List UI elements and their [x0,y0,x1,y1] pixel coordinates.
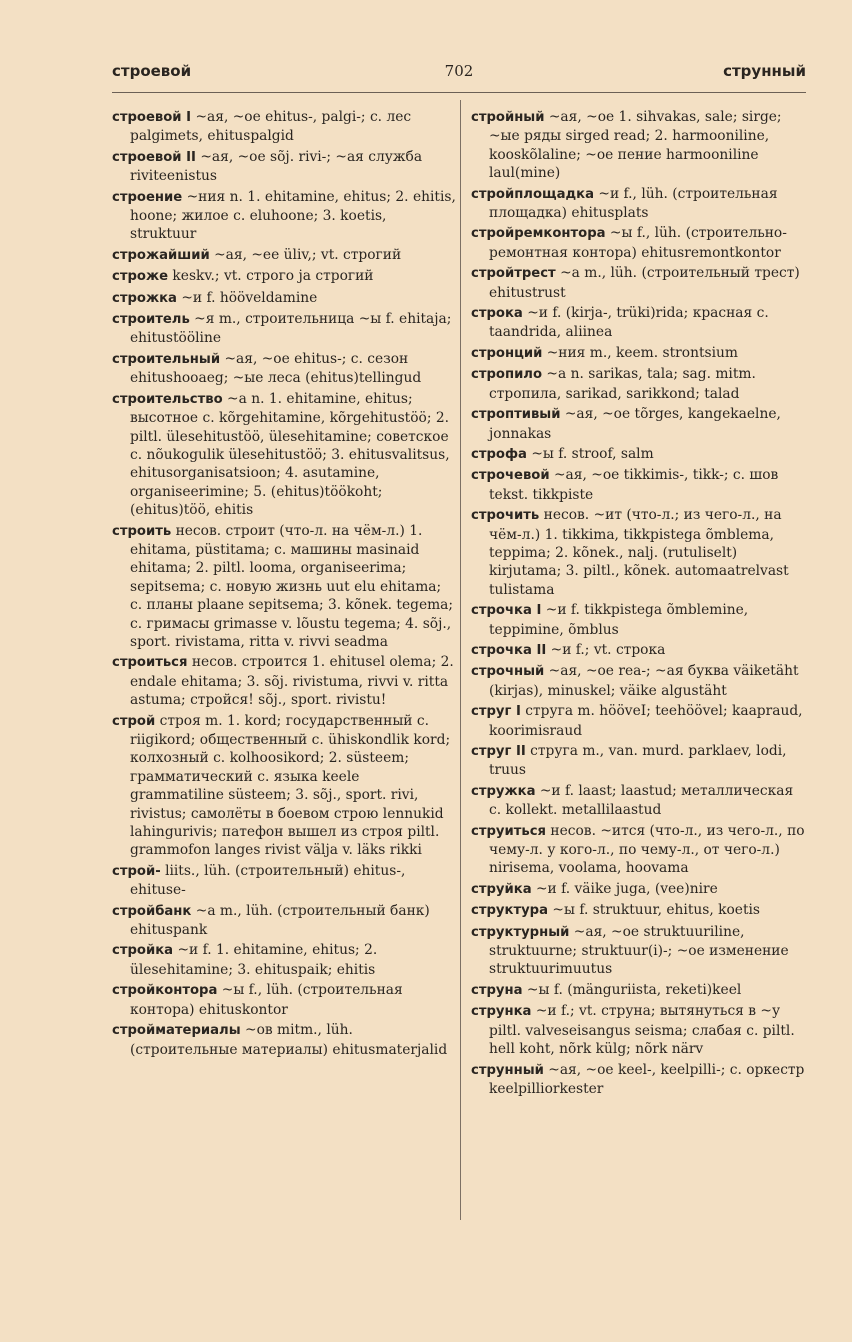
entry-headword: строжка [112,290,177,306]
dictionary-entry [112,862,456,900]
entry-headword: строка [471,306,523,322]
entry-headword: строй [112,713,156,729]
entry-definition: ~ая, ~ое ehitus-, palgi-; с. лес palgimets, ehituspalgid [130,109,412,145]
entry-definition: ~ния n. 1. ehitamine, ehitus; 2. ehitis, hoone; жилое с. eluhoone; 3. koetis, struktuur [130,188,456,243]
dictionary-entry [471,185,807,223]
dictionary-entry [471,901,807,920]
entry-definition: ~ая, ~ое tikkimis-, tikk-; с. шов tekst. tikkpiste [489,467,779,503]
entry-headword: строиться [112,655,188,671]
dictionary-entry [112,108,456,146]
entry-headword: строчка II [471,642,547,658]
entry-headword: строчить [471,508,540,524]
entry-definition: ~а m., lüh. (строительный банк) ehituspank [130,902,430,939]
dictionary-entry [471,702,807,740]
entry-definition: liits., lüh. (строительный) ehitus-, ehituse- [130,862,406,899]
entry-definition: ~ы f. struktuur, ehitus, koetis [548,902,760,919]
entry-definition: ~ая, ~ое ehitus-; с. сезон ehitushooaeg; ~ые леса (ehitus)tellingud [130,350,422,387]
entry-headword: струиться [471,823,547,839]
dictionary-entry [471,506,807,599]
entry-headword: стружка [471,783,536,799]
entry-headword: стронций [471,345,543,361]
dictionary-entry [471,304,807,342]
entry-definition: ~и f., lüh. (строительная площадка) ehitusplats [489,185,778,222]
header-left-word: строевой [112,62,192,80]
dictionary-entry [112,712,456,860]
entry-headword: стройка [112,943,174,959]
page-number: 702 [444,62,474,80]
dictionary-entry [471,742,807,780]
entry-headword: струнный [471,1062,544,1078]
dictionary-entry [112,941,456,979]
entry-headword: строитель [112,312,190,328]
entry-definition: несов. ~ится (что-л., из чего-л., по чему-л. у кого-л., по чему-л., от чего-л.) nirisema, voolama, hoovama [489,822,805,877]
entry-headword: строжайший [112,247,210,263]
entry-definition: ~а n. sarikas, tala; sag. mitm. стропила, sarikad, sarikkond; talad [489,366,756,402]
entry-headword: строчевой [471,468,550,484]
entry-headword: структура [471,903,549,919]
dictionary-entry [471,601,807,639]
entry-definition: ~а m., lüh. (строительный трест) ehitustrust [489,265,800,301]
entry-headword: стройконтора [112,983,218,999]
dictionary-entry [471,224,807,262]
entry-headword: строевой I [112,110,192,125]
dictionary-entry [471,108,807,183]
entry-headword: строительство [112,391,223,407]
dictionary-entry [471,641,807,660]
dictionary-entry [112,350,456,388]
entry-definition: ~и f. 1. ehitamine, ehitus; 2. ülesehitamine; 3. ehituspaik; ehitis [130,942,378,978]
entry-definition: ~я m., строительница ~ы f. ehitaja; ehitustööline [130,311,452,347]
entry-definition: строя m. 1. kord; государственный с. riigikord; общественный с. ühiskondlik kord; колхозный с. kolhoosikord; 2. süsteem; грамматический с. языка keele grammatiline süsteem; 3. sõj., sport. rivi, rivistus; самолёты в боевом строю lennukid lahingurivis; патефон вышел из строя piltl. grammofon langes rivist välja v. läks rikki [130,712,451,859]
entry-headword: струг II [471,744,526,759]
header-right-word: струнный [723,62,806,80]
entry-definition: несов. строится 1. ehitusel olema; 2. endale ehitama; 3. sõj. rivistuma, rivvi v. ritta astuma; стройся! sõj., sport. rivistu! [130,654,454,709]
entry-headword: струйка [471,881,532,897]
entry-definition: ~ы f. stroof, salm [526,445,654,462]
entry-headword: строевой II [112,149,196,165]
dictionary-entry [112,246,456,265]
dictionary-entry [471,822,807,878]
column-divider [460,100,461,1220]
entry-definition: струга m., van. murd. parklaev, lodi, truus [489,743,787,779]
dictionary-entry [471,880,807,899]
right-column [471,108,807,1100]
entry-definition: ~и f. väike juga, (vee)nire [531,880,718,897]
entry-headword: строчный [471,664,545,680]
entry-headword: строить [112,523,172,539]
entry-headword: строже [112,269,169,285]
entry-definition: ~ая, ~ое rea-; ~ая буква väiketäht (kirjas), minuskel; väike algustäht [489,663,799,699]
dictionary-entry [471,264,807,302]
dictionary-entry [471,782,807,820]
entry-definition: ~ая, ~ое tõrges, kangekaelne, jonnakas [489,406,781,442]
page-header [112,62,806,86]
dictionary-entry [112,148,456,186]
dictionary-entry [471,405,807,443]
entry-headword: стропило [471,367,543,383]
left-column [112,108,456,1061]
dictionary-entry [471,344,807,363]
entry-headword: струна [471,982,523,998]
dictionary-entry [471,923,807,979]
entry-headword: стройтрест [471,266,556,282]
entry-definition: ~и f. (kirja-, trüki)rida; красная с. taandrida, aliinea [489,305,769,341]
entry-headword: строение [112,189,183,205]
dictionary-entry [471,1061,807,1099]
dictionary-entry [112,390,456,520]
entry-headword: струг I [471,704,521,720]
entry-headword: строптивый [471,407,561,423]
dictionary-entry [471,662,807,700]
entry-headword: стройремконтора [471,226,606,242]
entry-definition: ~ая, ~ое keel-, keelpilli-; с. оркестр keelpilliorkester [489,1061,805,1097]
entry-headword: строительный [112,351,221,367]
entry-definition: ~ая, ~ее üliv,; vt. строгий [209,246,402,263]
dictionary-entry [471,981,807,1000]
dictionary-entry [471,365,807,403]
dictionary-entry [471,466,807,504]
entry-definition: ~и f. hööveldamine [176,289,318,306]
entry-headword: стройплощадка [471,186,595,202]
header-rule [112,92,806,93]
entry-definition: ~и f.; vt. струна; вытянуться в ~у piltl. valveseisangus seisma; слабая с. piltl. hell koht, nõrk külg; nõrk närv [489,1003,795,1058]
entry-headword: стройбанк [112,903,192,919]
dictionary-entry [112,653,456,709]
entry-definition: ~и f. laast; laastud; металлическая с. kollekt. metallilaastud [489,782,794,819]
dictionary-entry [112,981,456,1019]
entry-definition: ~ов mitm., lüh. (строительные материалы) ehitusmaterjalid [130,1022,448,1058]
entry-definition: ~ы f., lüh. (строительная контора) ehituskontor [130,982,403,1018]
entry-headword: строчка I [471,603,542,619]
entry-definition: несов. строит (что-л. на чём-л.) 1. ehitama, püstitama; с. машины masinaid ehitama; 2. piltl. looma, organiseerima; sepitsema; с. новую жизнь uut elu ehitama; с. планы plaane sepitsema; 3. kõnek. tegema; с. гримасы grimasse v. lõustu tegema; 4. sõj., sport. rivistama, ritta v. rivvi seadma [130,522,454,650]
dictionary-entry [112,1021,456,1059]
entry-headword: стройматериалы [112,1023,241,1039]
entry-definition: ~ая, ~ое 1. sihvakas, sale; sirge; ~ые ряды sirged read; 2. harmooniline, kooskõlaline; ~ое пение harmooniline laul(mine) [489,109,782,182]
entry-definition: ~ы f. (mänguriista, reketi)keel [522,981,742,998]
dictionary-entry [471,1002,807,1058]
entry-definition: ~а n. 1. ehitamine, ehitus; высотное с. kõrgehitamine, kõrgehitustöö; 2. piltl. ülesehitustöö, ülesehitamine; советское с. nõukogulik ülesehitustöö; 3. ehitusvalitsus, ehitusorganisatsioon; 4. asutamine, organiseerimine; 5. (ehitus)töökoht; (ehitus)töö, ehitis [130,390,450,519]
entry-definition: ~ая, ~ое sõj. rivi-; ~ая служба riviteenistus [130,148,423,185]
dictionary-entry [112,902,456,940]
entry-definition: keskv.; vt. строго ja строгий [168,268,374,285]
entry-headword: струнка [471,1004,532,1020]
entry-headword: строй- [112,863,161,879]
entry-definition: несов. ~ит (что-л.; из чего-л., на чём-л.) 1. tikkima, tikkpistega õmblema, teppima; 2. kõnek., nalj. (rutuliselt) kirjutama; 3. piltl., kõnek. automaatrelvast tulistama [489,507,789,598]
dictionary-entry [112,310,456,348]
dictionary-entry [112,267,456,286]
entry-definition: ~и f.; vt. строка [546,641,666,658]
dictionary-entry [471,445,807,464]
entry-definition: ~и f. tikkpistega õmblemine, teppimine, õmblus [489,602,749,638]
entry-definition: струга m. hööveI; teehöövel; kaapraud, koorimisraud [489,703,803,739]
entry-definition: ~ая, ~ое struktuuriline, struktuurne; struktuur(i)-; ~ое изменение struktuurimuutus [489,923,789,978]
entry-headword: строфа [471,446,527,462]
dictionary-entry [112,289,456,308]
entry-definition: ~ния m., keem. strontsium [542,344,738,361]
entry-headword: стройный [471,110,545,125]
dictionary-entry [112,188,456,244]
entry-definition: ~ы f., lüh. (строительно-ремонтная контора) ehitusremontkontor [489,225,787,261]
entry-headword: структурный [471,924,570,940]
dictionary-entry [112,522,456,652]
